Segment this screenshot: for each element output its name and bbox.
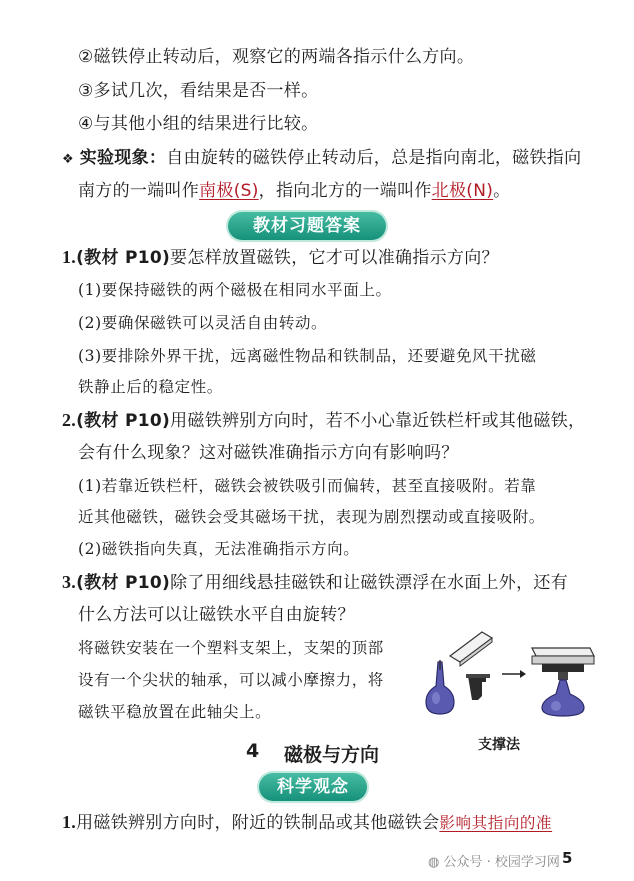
phenomenon-line-1 [62, 147, 581, 171]
question-1 [62, 246, 499, 269]
wechat-icon: ◍ [428, 855, 444, 870]
watermark-text: 公众号 · 校园学习网 [443, 855, 560, 870]
question-2 [62, 409, 585, 432]
assembled-stand-icon [532, 648, 594, 716]
q2-answer-1a: (1)若靠近铁栏杆，磁铁会被铁吸引而偏转，甚至直接吸附。若靠 [78, 477, 537, 495]
concept-item-1-text: 用磁铁辨别方向时，附近的铁制品或其他磁铁会 [76, 813, 440, 833]
question-2-text-1: 用磁铁辨别方向时，若不小心靠近铁栏杆或其他磁铁， [170, 411, 586, 431]
question-3 [62, 571, 568, 594]
answers-banner: 教材习题答案 [228, 212, 386, 240]
q1-answer-3b: 铁静止后的稳定性。 [78, 378, 223, 396]
step-2: ②磁铁停止转动后，观察它的两端各指示什么方向。 [78, 47, 475, 67]
q2-answer-1b: 近其他磁铁，磁铁会受其磁场干扰，表现为剧烈摆动或直接吸附。 [78, 508, 545, 526]
q1-answer-1: (1)要保持磁铁的两个磁极在相同水平面上。 [78, 281, 392, 299]
question-2-number: 2. [62, 410, 77, 430]
north-pole-term: 北极(N) [431, 181, 494, 201]
plastic-stand-icon [426, 660, 454, 714]
phenomenon-text-2a: 南方的一端叫作 [78, 181, 200, 201]
q3-answer-2: 设有一个尖状的轴承，可以减小摩擦力，将 [78, 671, 384, 689]
section-title: 磁极与方向 [284, 744, 380, 766]
bearing-cap-icon [466, 674, 490, 700]
question-3-text-1: 除了用细线悬挂磁铁和让磁铁漂浮在水面上外，还有 [170, 573, 568, 593]
concept-item-1-number: 1. [62, 812, 77, 832]
arrow-right-icon [502, 670, 526, 678]
question-1-text: 要怎样放置磁铁，它才可以准确指示方向？ [170, 248, 499, 268]
q1-answer-3a: (3)要排除外界干扰，远离磁性物品和铁制品，还要避免风干扰磁 [78, 347, 537, 365]
question-2-text-2: 会有什么现象？这对磁铁准确指示方向有影响吗？ [78, 443, 459, 463]
diamond-bullet-icon: ❖ [62, 152, 74, 167]
support-method-illustration [420, 626, 600, 718]
science-concept-banner: 科学观念 [259, 773, 367, 801]
phenomenon-line-2 [78, 180, 510, 202]
phenomenon-text-2c: 。 [493, 181, 511, 201]
question-3-number: 3. [62, 572, 77, 592]
section-number: 4 [246, 740, 260, 762]
q2-answer-2: (2)磁铁指向失真，无法准确指示方向。 [78, 540, 360, 558]
watermark [428, 851, 560, 870]
concept-item-1 [62, 811, 552, 834]
concept-item-1-highlight: 影响其指向的准 [439, 814, 553, 832]
magnet-bar-icon [450, 632, 492, 666]
question-3-text-2: 什么方法可以让磁铁水平自由旋转？ [78, 605, 355, 625]
phenomenon-label: 实验现象： [79, 148, 167, 168]
q1-answer-2: (2)要确保磁铁可以灵活自由转动。 [78, 314, 328, 332]
phenomenon-text-1: 自由旋转的磁铁停止转动后，总是指向南北，磁铁指向 [166, 148, 582, 168]
q3-answer-1: 将磁铁安装在一个塑料支架上，支架的顶部 [78, 639, 384, 657]
step-4: ④与其他小组的结果进行比较。 [78, 114, 319, 134]
question-1-ref: (教材 P10) [76, 248, 171, 268]
question-1-number: 1. [62, 247, 77, 267]
south-pole-term: 南极(S) [199, 181, 259, 201]
question-2-ref: (教材 P10) [76, 411, 171, 431]
illustration-caption: 支撑法 [478, 737, 520, 753]
step-3: ③多试几次，看结果是否一样。 [78, 81, 319, 101]
page-number: 5 [562, 849, 573, 867]
question-3-ref: (教材 P10) [76, 573, 171, 593]
q3-answer-3: 磁铁平稳放置在此轴尖上。 [78, 703, 272, 721]
phenomenon-text-2b: ，指向北方的一端叫作 [258, 181, 432, 201]
